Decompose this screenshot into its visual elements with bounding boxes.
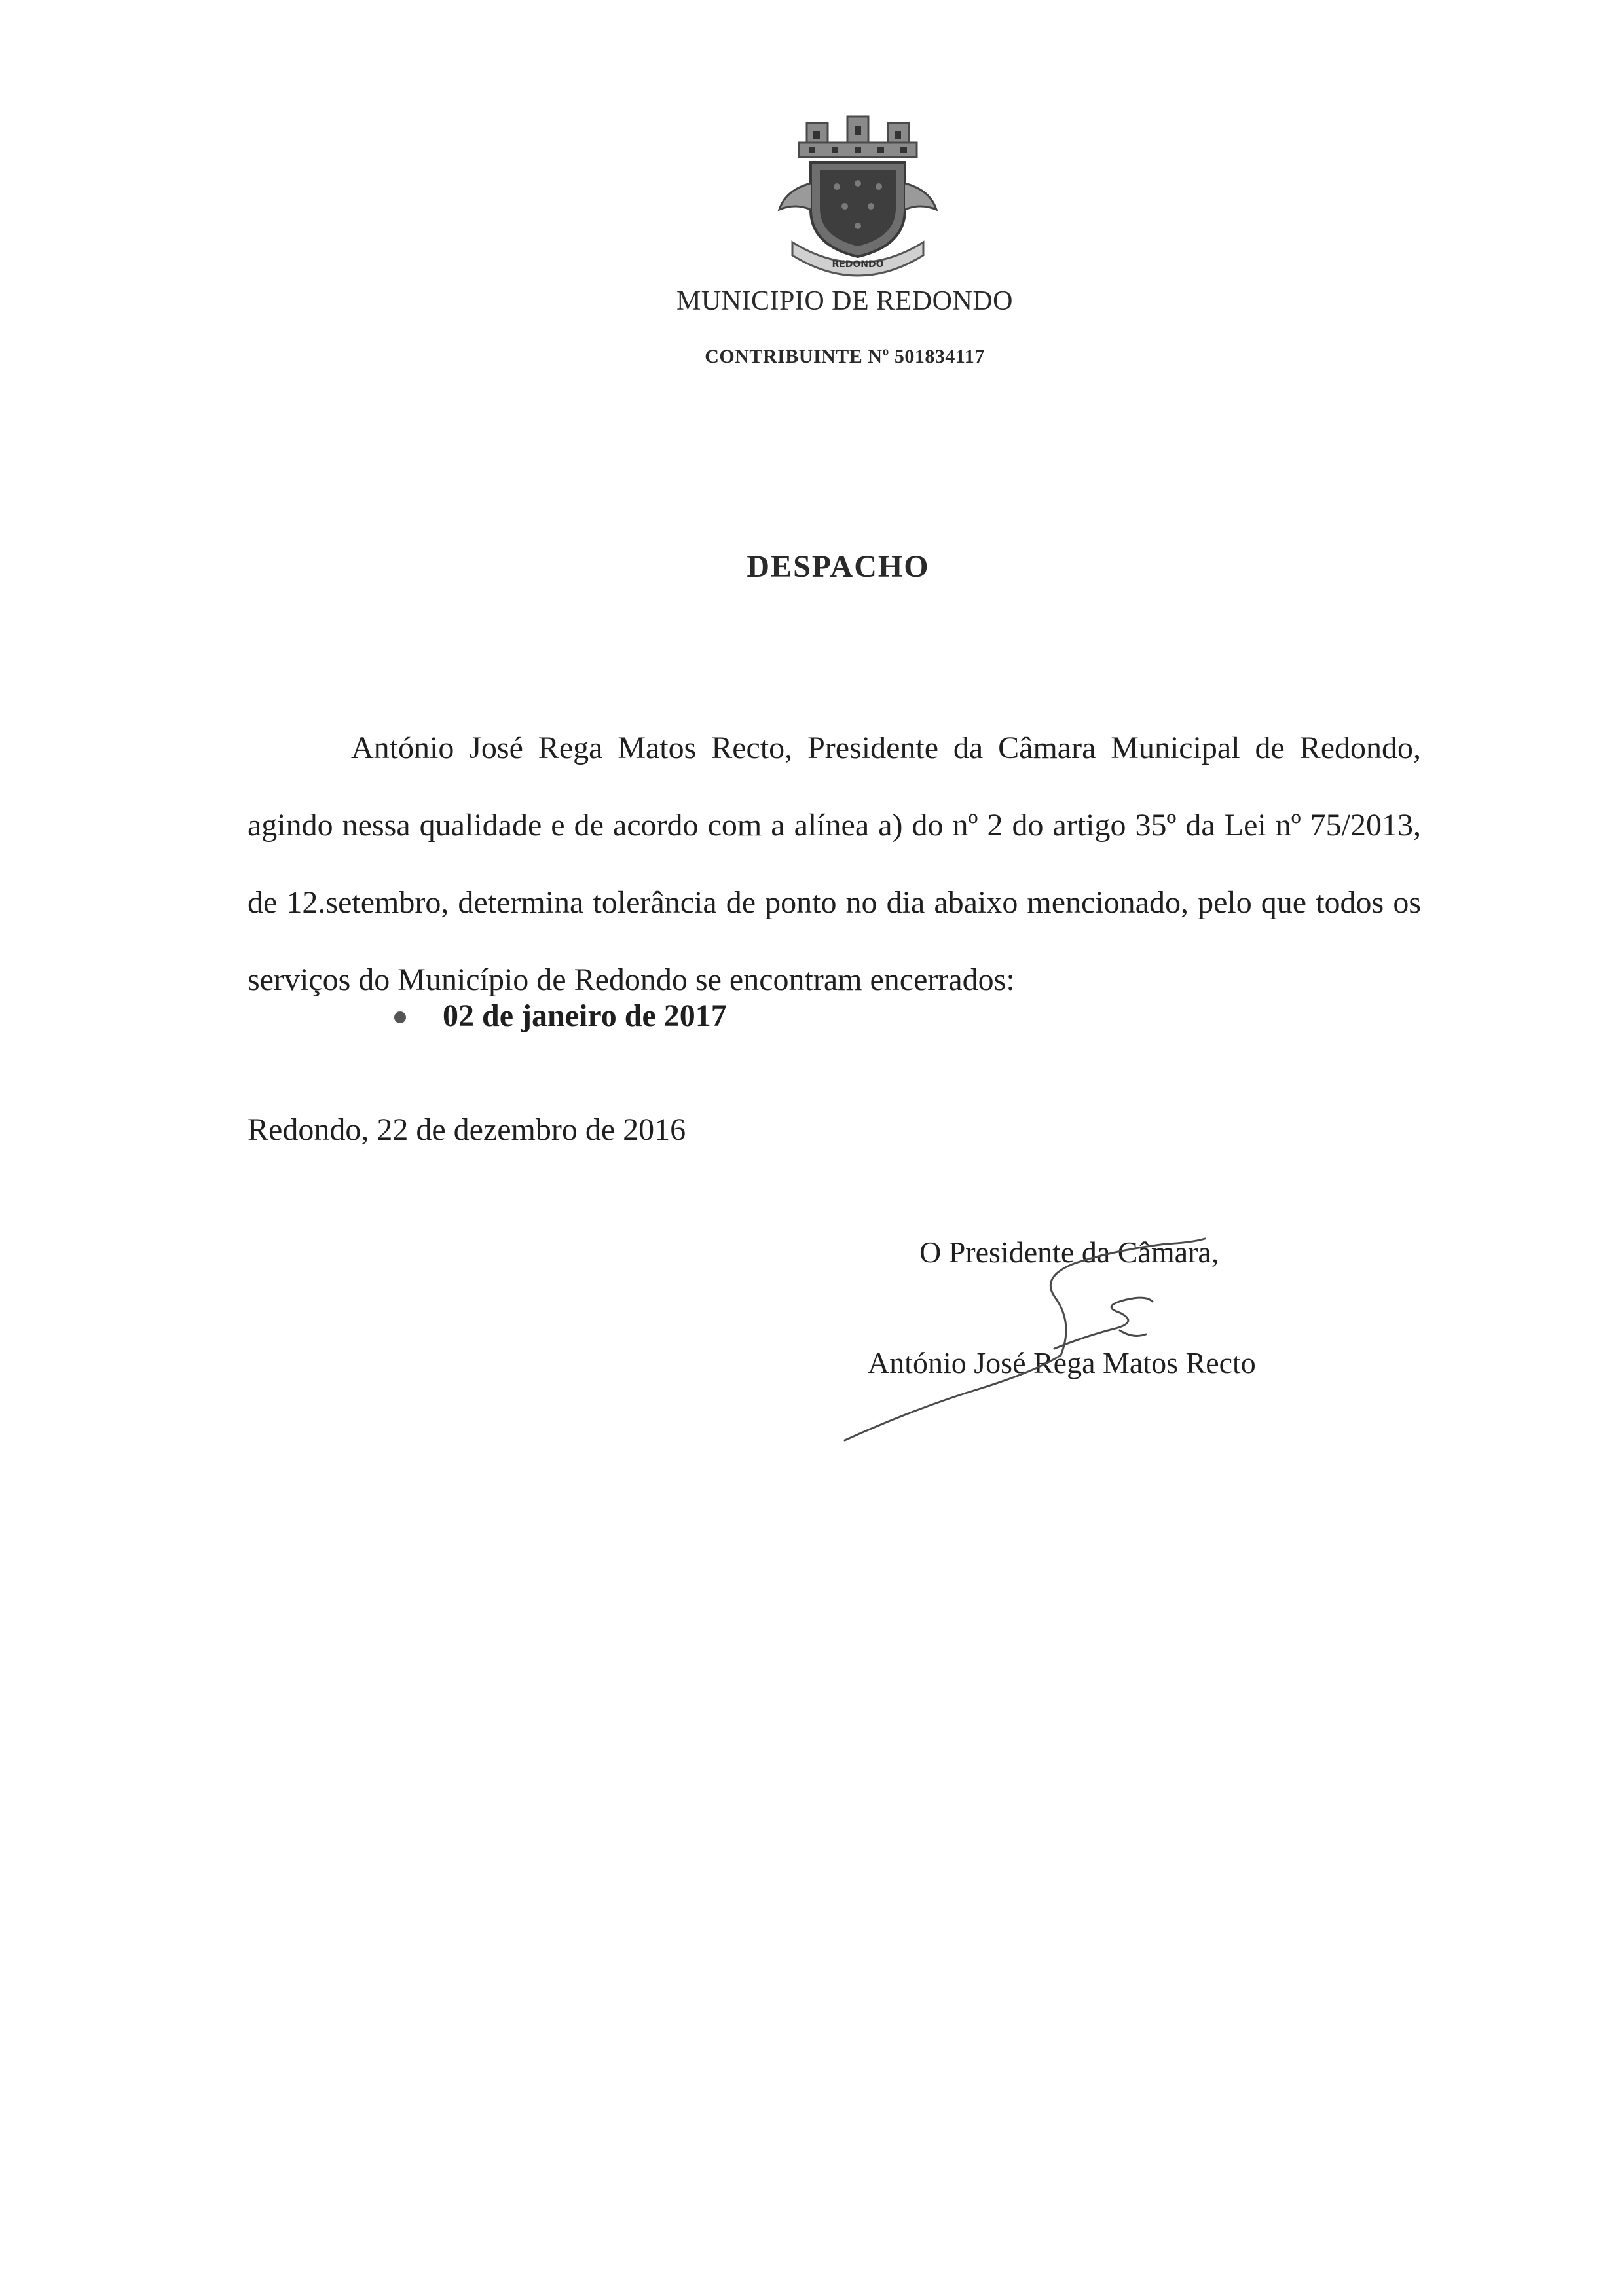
municipality-name: MUNICIPIO DE REDONDO bbox=[676, 286, 1013, 316]
bullet-dot-icon bbox=[394, 1011, 406, 1023]
place-and-date: Redondo, 22 de dezembro de 2016 bbox=[248, 1112, 686, 1147]
municipal-coat-of-arms-icon bbox=[760, 111, 956, 282]
signer-name: António José Rega Matos Recto bbox=[868, 1346, 1256, 1379]
taxpayer-number: CONTRIBUINTE Nº 501834117 bbox=[705, 346, 985, 367]
tolerance-date: 02 de janeiro de 2017 bbox=[443, 998, 727, 1033]
body-paragraph: António José Rega Matos Recto, Presidente da Câmara Municipal de Redondo, agindo nessa qualidade e de acordo com a alínea a) do nº 2 do artigo 35º da Lei nº 75/2013, de 12.setembro, determina tolerância de ponto no dia abaixo mencionado, pelo que todos os serviços do Município de Redondo se encontram encerrados: bbox=[248, 731, 1421, 997]
document-title: DESPACHO bbox=[747, 549, 930, 584]
handwritten-signature-icon bbox=[838, 1224, 1297, 1460]
crest-scroll-text: REDONDO bbox=[832, 259, 884, 270]
signature-closing: O Presidente da Câmara, bbox=[919, 1235, 1219, 1269]
